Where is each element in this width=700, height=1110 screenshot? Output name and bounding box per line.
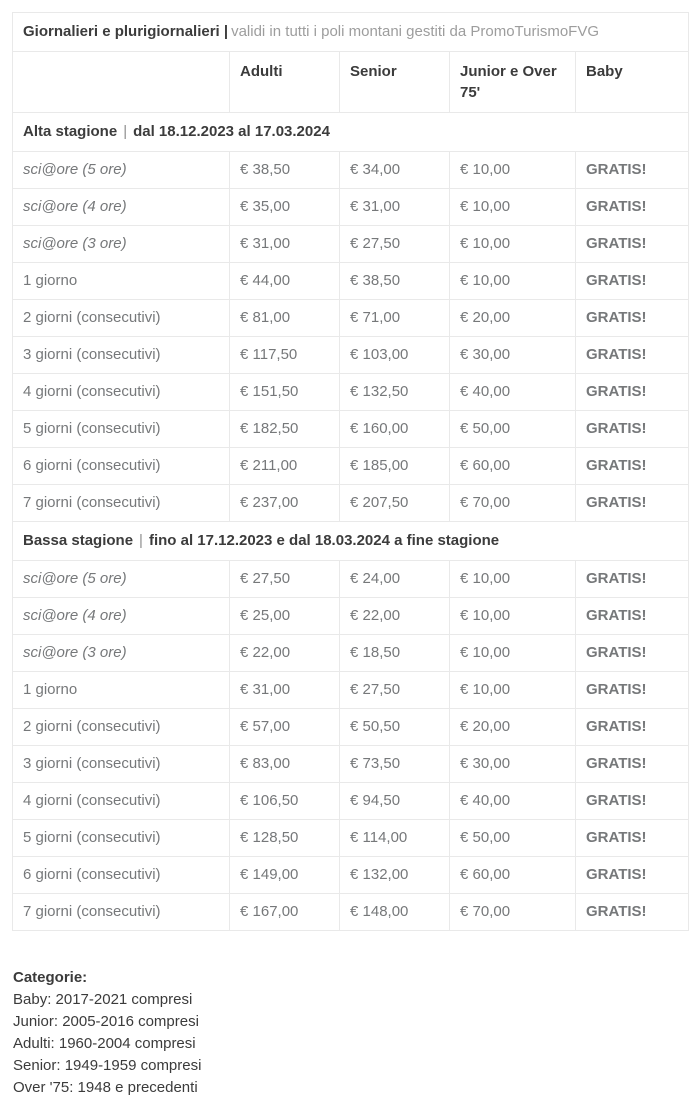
price-cell-junior-over75: € 10,00 [450, 598, 576, 635]
price-cell-senior: € 18,50 [340, 635, 450, 672]
price-cell-junior-over75: € 10,00 [450, 152, 576, 189]
price-cell-baby: GRATIS! [576, 783, 689, 820]
price-cell-senior: € 27,50 [340, 672, 450, 709]
price-row [13, 374, 689, 411]
price-cell-baby: GRATIS! [576, 448, 689, 485]
price-cell-baby: GRATIS! [576, 709, 689, 746]
price-row [13, 189, 689, 226]
row-label-cell: 2 giorni (consecutivi) [13, 709, 230, 746]
price-row [13, 300, 689, 337]
price-cell-senior: € 132,50 [340, 374, 450, 411]
price-cell-senior: € 148,00 [340, 894, 450, 931]
price-cell-senior: € 71,00 [340, 300, 450, 337]
row-label-cell: 1 giorno [13, 263, 230, 300]
price-cell-baby: GRATIS! [576, 857, 689, 894]
price-cell-senior: € 38,50 [340, 263, 450, 300]
row-label-cell: sci@ore (3 ore) [13, 226, 230, 263]
col-header-baby: Baby [576, 52, 689, 113]
price-cell-baby: GRATIS! [576, 894, 689, 931]
price-cell-baby: GRATIS! [576, 746, 689, 783]
price-cell-adulti: € 25,00 [230, 598, 340, 635]
price-cell-senior: € 160,00 [340, 411, 450, 448]
price-cell-adulti: € 182,50 [230, 411, 340, 448]
price-cell-baby: GRATIS! [576, 561, 689, 598]
row-label-cell: 2 giorni (consecutivi) [13, 300, 230, 337]
price-table [12, 12, 689, 931]
price-cell-junior-over75: € 10,00 [450, 561, 576, 598]
price-cell-adulti: € 81,00 [230, 300, 340, 337]
price-cell-baby: GRATIS! [576, 672, 689, 709]
price-cell-adulti: € 128,50 [230, 820, 340, 857]
price-cell-adulti: € 149,00 [230, 857, 340, 894]
price-cell-senior: € 132,00 [340, 857, 450, 894]
price-cell-junior-over75: € 30,00 [450, 746, 576, 783]
col-header-senior: Senior [340, 52, 450, 113]
price-row [13, 635, 689, 672]
price-cell-adulti: € 83,00 [230, 746, 340, 783]
table-title-main: Giornalieri e plurigiornalieri | [23, 23, 229, 40]
price-cell-senior: € 185,00 [340, 448, 450, 485]
table-title-row [13, 13, 689, 52]
price-cell-senior: € 22,00 [340, 598, 450, 635]
price-cell-junior-over75: € 10,00 [450, 635, 576, 672]
price-cell-adulti: € 35,00 [230, 189, 340, 226]
col-header-junior-over75: Junior e Over 75' [450, 52, 576, 113]
price-cell-baby: GRATIS! [576, 337, 689, 374]
price-row [13, 226, 689, 263]
price-cell-baby: GRATIS! [576, 485, 689, 522]
col-header-adulti: Adulti [230, 52, 340, 113]
row-label-cell: sci@ore (5 ore) [13, 152, 230, 189]
price-row [13, 561, 689, 598]
price-cell-junior-over75: € 50,00 [450, 820, 576, 857]
row-label-cell: sci@ore (3 ore) [13, 635, 230, 672]
price-cell-adulti: € 22,00 [230, 635, 340, 672]
row-label-cell: 5 giorni (consecutivi) [13, 820, 230, 857]
price-row [13, 857, 689, 894]
price-row [13, 598, 689, 635]
price-cell-baby: GRATIS! [576, 635, 689, 672]
price-cell-adulti: € 151,50 [230, 374, 340, 411]
season-title-separator: | [139, 532, 143, 549]
price-cell-junior-over75: € 60,00 [450, 448, 576, 485]
price-cell-baby: GRATIS! [576, 411, 689, 448]
price-row [13, 411, 689, 448]
season-section-title [13, 113, 689, 152]
price-cell-adulti: € 27,50 [230, 561, 340, 598]
price-cell-junior-over75: € 20,00 [450, 300, 576, 337]
season-title: Bassa stagione [23, 532, 134, 549]
price-cell-baby: GRATIS! [576, 263, 689, 300]
price-cell-adulti: € 31,00 [230, 226, 340, 263]
season-title: Alta stagione [23, 123, 118, 140]
season-section-row [13, 113, 689, 152]
price-cell-senior: € 27,50 [340, 226, 450, 263]
price-row [13, 152, 689, 189]
table-title-note: validi in tutti i poli montani gestiti da PromoTurismoFVG [231, 23, 599, 40]
price-cell-junior-over75: € 40,00 [450, 374, 576, 411]
price-cell-baby: GRATIS! [576, 374, 689, 411]
row-label-cell: 6 giorni (consecutivi) [13, 448, 230, 485]
price-cell-baby: GRATIS! [576, 300, 689, 337]
category-junior: Junior: 2005-2016 compresi [13, 1013, 199, 1030]
category-adulti: Adulti: 1960-2004 compresi [13, 1035, 196, 1052]
row-label-cell: sci@ore (4 ore) [13, 598, 230, 635]
category-baby: Baby: 2017-2021 compresi [13, 991, 193, 1008]
price-cell-junior-over75: € 40,00 [450, 783, 576, 820]
price-cell-senior: € 50,50 [340, 709, 450, 746]
price-cell-junior-over75: € 10,00 [450, 263, 576, 300]
price-cell-junior-over75: € 10,00 [450, 226, 576, 263]
price-cell-baby: GRATIS! [576, 152, 689, 189]
price-cell-adulti: € 237,00 [230, 485, 340, 522]
price-cell-senior: € 94,50 [340, 783, 450, 820]
season-dates: fino al 17.12.2023 e dal 18.03.2024 a fine stagione [148, 532, 500, 549]
season-dates: dal 18.12.2023 al 17.03.2024 [133, 123, 330, 140]
row-label-cell: 3 giorni (consecutivi) [13, 337, 230, 374]
col-header-empty [13, 52, 230, 113]
price-row [13, 709, 689, 746]
price-cell-junior-over75: € 10,00 [450, 189, 576, 226]
price-row [13, 672, 689, 709]
price-row [13, 485, 689, 522]
price-cell-senior: € 34,00 [340, 152, 450, 189]
season-section-row [13, 522, 689, 561]
price-cell-junior-over75: € 30,00 [450, 337, 576, 374]
row-label-cell: 4 giorni (consecutivi) [13, 374, 230, 411]
price-cell-senior: € 31,00 [340, 189, 450, 226]
price-row [13, 820, 689, 857]
categories-note [13, 967, 688, 1109]
row-label-cell: sci@ore (5 ore) [13, 561, 230, 598]
categories-title: Categorie: [13, 969, 88, 986]
row-label-cell: 4 giorni (consecutivi) [13, 783, 230, 820]
price-row [13, 448, 689, 485]
price-cell-junior-over75: € 50,00 [450, 411, 576, 448]
price-cell-adulti: € 117,50 [230, 337, 340, 374]
price-cell-adulti: € 167,00 [230, 894, 340, 931]
season-section-title [13, 522, 689, 561]
row-label-cell: 3 giorni (consecutivi) [13, 746, 230, 783]
price-cell-baby: GRATIS! [576, 598, 689, 635]
table-title [13, 13, 689, 52]
price-cell-senior: € 207,50 [340, 485, 450, 522]
price-cell-senior: € 73,50 [340, 746, 450, 783]
price-cell-junior-over75: € 20,00 [450, 709, 576, 746]
row-label-cell: 5 giorni (consecutivi) [13, 411, 230, 448]
row-label-cell: 7 giorni (consecutivi) [13, 485, 230, 522]
price-cell-junior-over75: € 70,00 [450, 894, 576, 931]
row-label-cell: 7 giorni (consecutivi) [13, 894, 230, 931]
price-cell-baby: GRATIS! [576, 189, 689, 226]
price-cell-baby: GRATIS! [576, 226, 689, 263]
price-cell-baby: GRATIS! [576, 820, 689, 857]
row-label-cell: 6 giorni (consecutivi) [13, 857, 230, 894]
price-row [13, 894, 689, 931]
price-cell-junior-over75: € 10,00 [450, 672, 576, 709]
row-label-cell: 1 giorno [13, 672, 230, 709]
season-title-separator: | [123, 123, 128, 140]
price-row [13, 337, 689, 374]
price-cell-senior: € 24,00 [340, 561, 450, 598]
price-row [13, 783, 689, 820]
price-cell-adulti: € 106,50 [230, 783, 340, 820]
price-cell-junior-over75: € 60,00 [450, 857, 576, 894]
price-cell-adulti: € 31,00 [230, 672, 340, 709]
price-cell-adulti: € 44,00 [230, 263, 340, 300]
price-cell-adulti: € 57,00 [230, 709, 340, 746]
column-header-row [13, 52, 689, 113]
price-row [13, 746, 689, 783]
category-over75: Over '75: 1948 e precedenti [13, 1079, 198, 1096]
price-row [13, 263, 689, 300]
row-label-cell: sci@ore (4 ore) [13, 189, 230, 226]
price-cell-senior: € 103,00 [340, 337, 450, 374]
price-cell-adulti: € 38,50 [230, 152, 340, 189]
price-cell-senior: € 114,00 [340, 820, 450, 857]
price-cell-adulti: € 211,00 [230, 448, 340, 485]
price-cell-junior-over75: € 70,00 [450, 485, 576, 522]
category-senior: Senior: 1949-1959 compresi [13, 1057, 202, 1074]
